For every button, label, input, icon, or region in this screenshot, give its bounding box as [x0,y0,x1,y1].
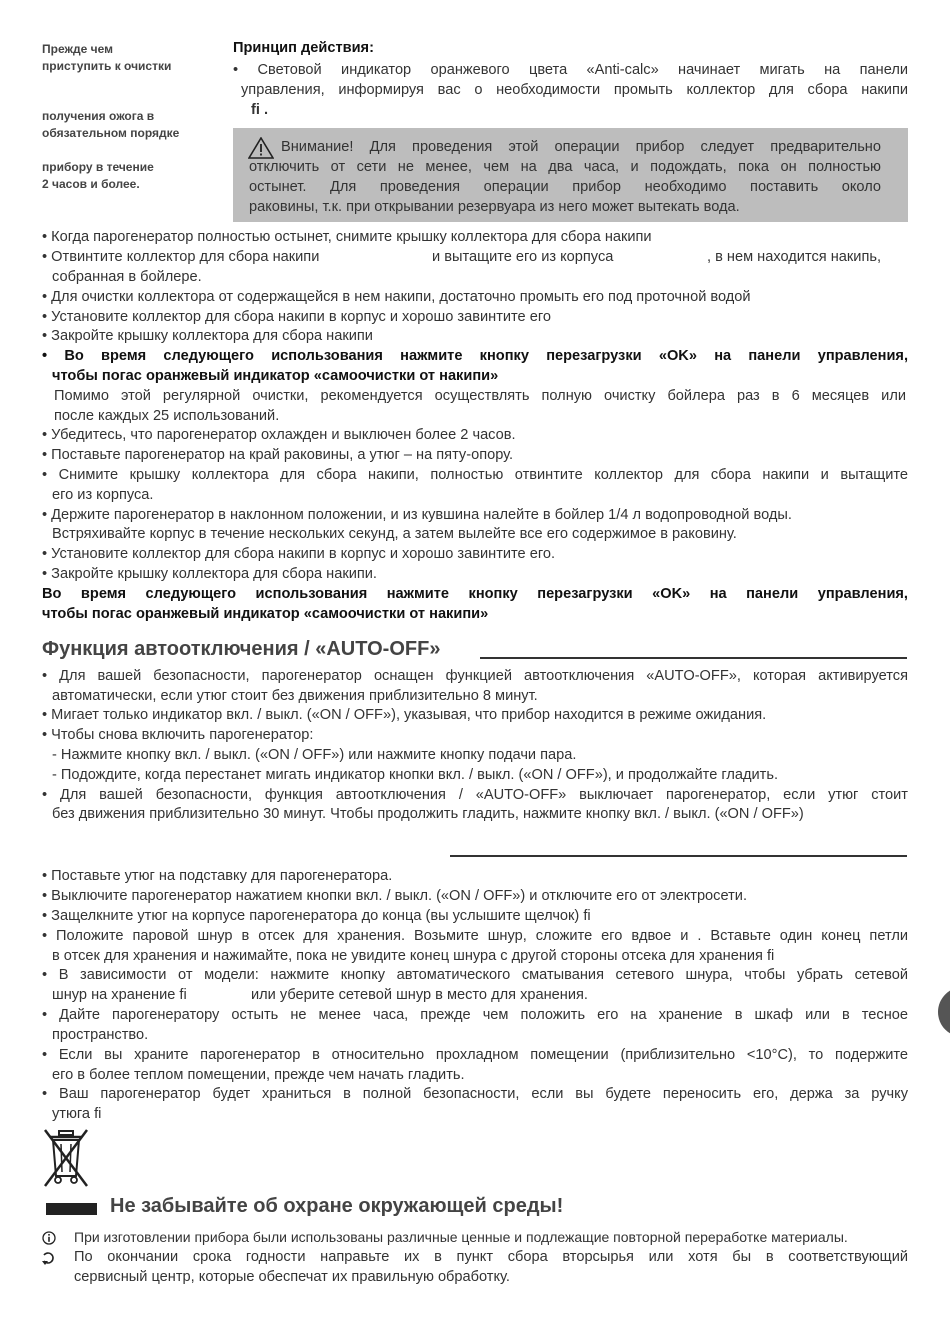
side-note-3-line-1: прибору в течение [42,160,154,174]
cleaning-line-2c: , в нем находится накипь, [707,249,881,265]
storage-title-rule [450,855,907,857]
page-edge-tab [938,987,950,1037]
cleaning-line-4: • Для очистки коллектора от содержащейся в нем накипи, достаточно промыть его под проточной водой [42,289,751,305]
environment-title-bar [46,1203,97,1215]
environment-title: Не забывайте об охране окружающей среды! [110,1195,564,1217]
crossed-out-bin-icon [42,1128,90,1190]
autooff-line-5: - Нажмите кнопку вкл. / выкл. («ON / OFF») или нажмите кнопку подачи пара. [52,747,577,763]
cleaning-line-18: • Закройте крышку коллектора для сбора накипи. [42,566,377,582]
cleaning-line-19: Во время следующего использования нажмите кнопку перезагрузки «OK» на панели управления, [42,586,908,602]
storage-line-6: • В зависимости от модели: нажмите кнопку автоматического сматывания сетевого шнура, чтобы убрать сетевой [42,967,908,983]
environment-line-3: сервисный центр, которые обеспечат их правильную обработку. [74,1269,510,1285]
principle-line-1: • Световой индикатор оранжевого цвета «Anti-calc» начинает мигать на панели [233,62,908,78]
autooff-line-1: • Для вашей безопасности, парогенератор оснащен функцией автоотключения «AUTO-OFF», которая активируется [42,668,908,684]
cleaning-line-17: • Установите коллектор для сбора накипи в корпус и хорошо завинтите его. [42,546,556,562]
warning-triangle-icon [248,137,274,159]
autooff-line-3: • Мигает только индикатор вкл. / выкл. («ON / OFF»), указывая, что прибор находится в режиме ожидания. [42,707,767,723]
autooff-title: Функция автоотключения / «AUTO-OFF» [42,638,441,660]
warning-line-2: отключить от сети не менее, чем на два часа, и подождать, пока он полностью [249,159,881,175]
cleaning-line-10: после каждых 25 использований. [54,408,280,424]
cleaning-line-8: чтобы погас оранжевый индикатор «самоочистки от накипи» [52,368,499,384]
cleaning-line-12: • Поставьте парогенератор на край раковины, а утюг – на пяту-опору. [42,447,514,463]
autooff-line-2: автоматически, если утюг стоит без движения приблизительно 8 минут. [52,688,538,704]
recycle-arrow-icon [42,1251,56,1265]
info-icon [42,1231,56,1245]
warning-line-1: Внимание! Для проведения этой операции прибор следует предварительно [281,139,881,155]
environment-line-1: При изготовлении прибора были использованы различные ценные и подлежащие повторной переработке материалы. [74,1229,848,1245]
storage-line-1: • Поставьте утюг на подставку для парогенератора. [42,868,393,884]
cleaning-line-15: • Держите парогенератор в наклонном положении, и из кувшина налейте в бойлер 1/4 л водопроводной воды. [42,507,792,523]
cleaning-line-20: чтобы погас оранжевый индикатор «самоочистки от накипи» [42,606,489,622]
side-note-3-line-2: 2 часов и более. [42,177,140,191]
cleaning-line-16: Встряхивайте корпус в течение нескольких секунд, а затем вылейте все его содержимое в раковину. [52,526,737,542]
warning-line-3: остынет. Для проведения операции прибор необходимо поставить около [249,179,881,195]
autooff-line-7: • Для вашей безопасности, функция автоотключения / «AUTO-OFF» выключает парогенератор, если утюг стоит [42,787,908,803]
autooff-title-rule [480,657,907,659]
storage-line-3: • Защелкните утюг на корпусе парогенератора до конца (вы услышите щелчок) fi [42,908,591,924]
cleaning-line-7: • Во время следующего использования нажмите кнопку перезагрузки «OK» на панели управления, [42,348,908,364]
principle-line-2: управления, информируя вас о необходимости промыть коллектор для сбора накипи [241,82,908,98]
cleaning-line-2b: и вытащите его из корпуса [432,249,614,265]
cleaning-line-14: его из корпуса. [52,487,154,503]
side-note-2-line-1: получения ожога в [42,109,155,123]
warning-box [233,128,908,222]
storage-line-7b: или уберите сетевой шнур в место для хранения. [251,987,588,1003]
storage-line-4: • Положите паровой шнур в отсек для хранения. Возьмите шнур, сложите его вдвое и . Вставьте один конец петли [42,928,908,944]
storage-line-10: • Если вы храните парогенератор в относительно прохладном помещении (приблизительно <10°C), то подержите [42,1047,908,1063]
storage-line-2: • Выключите парогенератор нажатием кнопки вкл. / выкл. («ON / OFF») и отключите его от электросети. [42,888,747,904]
storage-line-11: его в более теплом помещении, прежде чем начать гладить. [52,1067,465,1083]
cleaning-line-5: • Установите коллектор для сбора накипи в корпус и хорошо завинтите его [42,309,551,325]
storage-line-9: пространство. [52,1027,149,1043]
autooff-line-6: - Подождите, когда перестанет мигать индикатор кнопки вкл. / выкл. («ON / OFF»), и продолжайте гладить. [52,767,779,783]
autooff-line-4: • Чтобы снова включить парогенератор: [42,727,314,743]
cleaning-line-3: собранная в бойлере. [52,269,202,285]
side-note-1 [42,41,212,75]
side-note-1-line-1: Прежде чем [42,42,113,56]
side-note-1-line-2: приступить к очистки [42,59,172,73]
principle-title: Принцип действия: [233,40,374,56]
warning-line-4: раковины, т.к. при открывании резервуара из него может вытекать вода. [249,199,740,215]
storage-line-13: утюга fi [52,1106,102,1122]
cleaning-line-13: • Снимите крышку коллектора для сбора накипи, полностью отвинтите коллектор для сбора накипи и вытащите [42,467,908,483]
storage-line-5: в отсек для хранения и нажимайте, пока не увидите конец шнура с другой стороны отсека для хранения fi [52,948,775,964]
autooff-line-8: без движения приблизительно 30 минут. Чтобы продолжить гладить, нажмите кнопку вкл. / выкл. («ON / OFF») [52,806,804,822]
side-note-2-line-2: обязательном порядке [42,126,180,140]
cleaning-line-1: • Когда парогенератор полностью остынет, снимите крышку коллектора для сбора накипи [42,229,652,245]
cleaning-line-6: • Закройте крышку коллектора для сбора накипи [42,328,373,344]
storage-line-8: • Дайте парогенератору остыть не менее часа, прежде чем положить его на хранение в шкаф или в тесное [42,1007,908,1023]
cleaning-line-11: • Убедитесь, что парогенератор охлажден и выключен более 2 часов. [42,427,516,443]
environment-line-2: По окончании срока годности направьте их в пункт сбора вторсырья или хотя бы в соответствующий [74,1249,908,1265]
storage-line-12: • Ваш парогенератор будет храниться в полной безопасности, если вы будете переносить его, держа за ручку [42,1086,908,1102]
cleaning-line-2a: • Отвинтите коллектор для сбора накипи [42,249,320,265]
side-note-2 [42,108,212,142]
side-note-3 [42,159,212,193]
principle-line-3: fi . [251,102,269,118]
cleaning-line-9: Помимо этой регулярной очистки, рекомендуется осуществлять полную очистку бойлера раз в 6 месяцев или [54,388,906,404]
storage-line-7a: шнур на хранение fi [52,987,187,1003]
